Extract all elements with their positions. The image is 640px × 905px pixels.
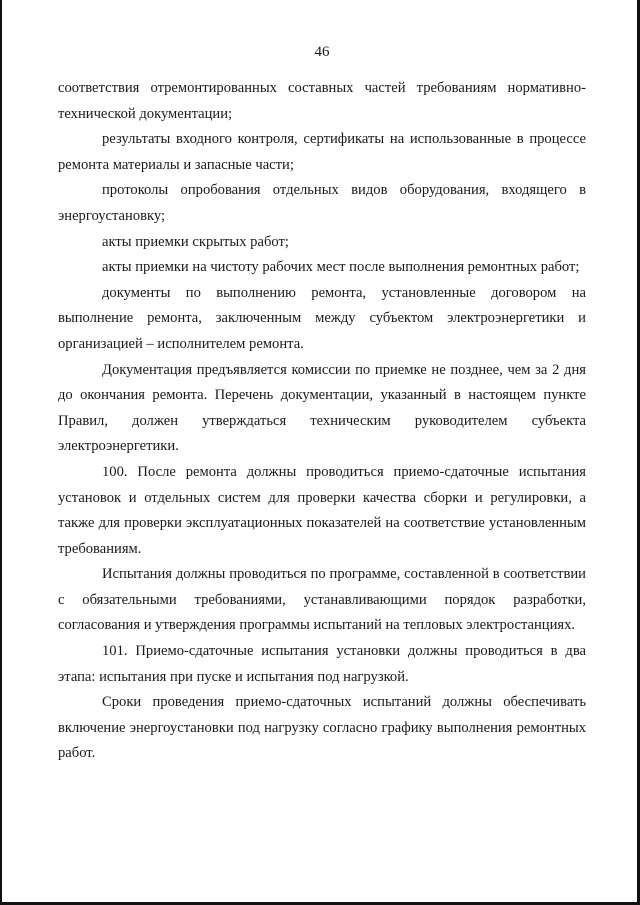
paragraph-1: соответствия отремонтированных составных частей требованиям нормативно-технической документации; bbox=[58, 80, 586, 122]
paragraph-6: документы по выполнению ремонта, установленные договором на выполнение ремонта, заключенным между субъектом электроэнергетики и организацией – исполнителем ремонта. bbox=[58, 284, 586, 352]
paragraph-5: акты приемки на чистоту рабочих мест после выполнения ремонтных работ; bbox=[102, 259, 580, 276]
paragraph-2: результаты входного контроля, сертификаты на использованные в процессе ремонта материалы и запасные части; bbox=[58, 131, 586, 173]
paragraph-4: акты приемки скрытых работ; bbox=[102, 233, 289, 250]
page-number: 46 bbox=[314, 44, 330, 60]
paragraph-11: Сроки проведения приемо-сдаточных испытаний должны обеспечивать включение энергоустановки под нагрузку согласно графику выполнения ремонтных работ. bbox=[58, 694, 586, 762]
paragraph-8: 100. После ремонта должны проводиться приемо-сдаточные испытания установок и отдельных систем для проверки качества сборки и регулировки, а также для проверки эксплуатационных показателей на соответствие установленным требованиям. bbox=[58, 463, 586, 557]
paragraph-10: 101. Приемо-сдаточные испытания установки должны проводиться в два этапа: испытания при пуске и испытания под нагрузкой. bbox=[58, 643, 586, 685]
paragraph-9: Испытания должны проводиться по программе, составленной в соответствии с обязательными требованиями, устанавливающими порядок разработки, согласования и утверждения программы испытаний на тепловых электростанциях. bbox=[58, 566, 586, 634]
paragraph-7: Документация предъявляется комиссии по приемке не позднее, чем за 2 дня до окончания ремонта. Перечень документации, указанный в настоящем пункте Правил, должен утверждаться техническим руководителем субъекта электроэнергетики. bbox=[58, 361, 586, 455]
body-text bbox=[58, 76, 586, 767]
paragraph-3: протоколы опробования отдельных видов оборудования, входящего в энергоустановку; bbox=[58, 182, 586, 224]
